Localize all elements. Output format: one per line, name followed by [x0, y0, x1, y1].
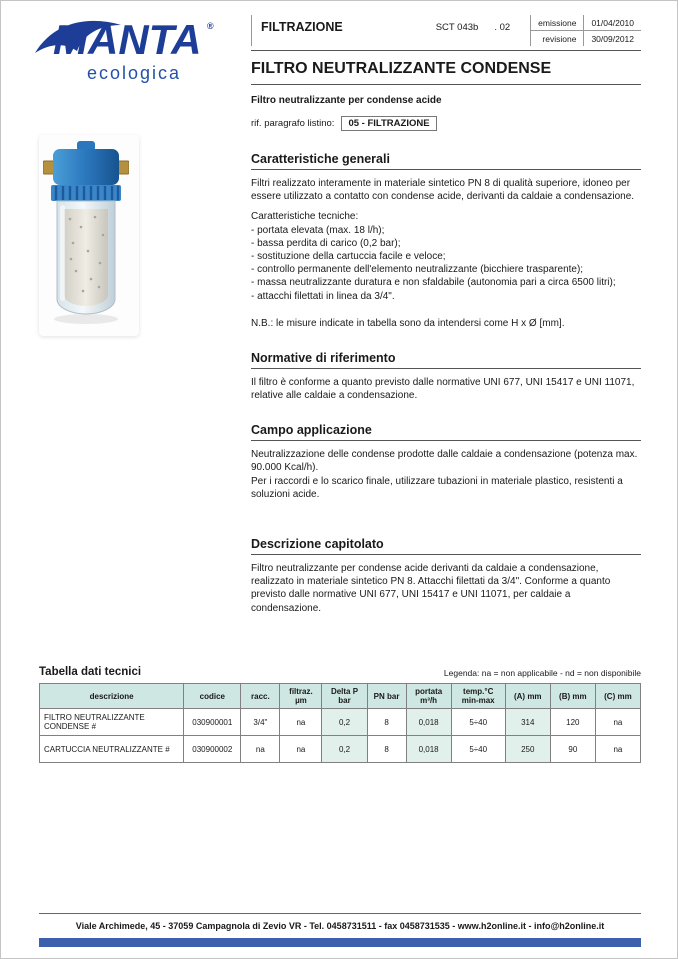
cell-codice: 030900001	[184, 709, 241, 736]
bullet-item: - massa neutralizzante duratura e non sfaldabile (autonomia pari a circa 6500 litri);	[251, 277, 616, 289]
doc-subtitle: Filtro neutralizzante per condense acide	[251, 95, 442, 106]
cell-racc: 3/4"	[241, 709, 280, 736]
table-header-row	[40, 684, 641, 709]
doc-code: SCT 043b	[435, 22, 479, 33]
doc-category: FILTRAZIONE	[251, 15, 436, 46]
doc-code-block	[436, 15, 510, 46]
normative-body: Il filtro è conforme a quanto previsto dalle normative UNI 677, UNI 15417 e UNI 11071, relative alle caldaie a condensazione.	[251, 376, 635, 402]
cell-codice: 030900002	[184, 736, 241, 763]
left-column	[39, 15, 251, 660]
table-title: Tabella dati tecnici	[39, 666, 142, 678]
listino-row	[251, 116, 641, 131]
cell-temp: 5÷40	[451, 709, 505, 736]
revisione-date: 30/09/2012	[583, 30, 641, 46]
section-heading-campo: Campo applicazione	[251, 423, 641, 441]
revisione-label: revisione	[531, 30, 583, 46]
table-row	[40, 736, 641, 763]
cell-pn: 8	[367, 709, 406, 736]
cell-temp: 5÷40	[451, 736, 505, 763]
cell-filtraz: na	[280, 736, 322, 763]
caratteristiche-intro: Filtri realizzato interamente in materiale sintetico PN 8 di qualità superiore, idoneo per essere utilizzato a contatto con condense acide, derivanti da caldaie a condensazione.	[251, 178, 635, 203]
caratteristiche-tech-label: Caratteristiche tecniche:	[251, 211, 359, 223]
product-photo	[39, 135, 139, 336]
measurement-note: N.B.: le misure indicate in tabella sono da intendersi come H x Ø [mm].	[251, 317, 565, 329]
col-header-c-mm: (C) mm	[595, 684, 640, 709]
caratteristiche-bullet-list	[251, 224, 641, 303]
bullet-item: - sostituzione della cartuccia facile e veloce;	[251, 250, 446, 262]
emissione-date: 01/04/2010	[583, 15, 641, 30]
bullet-item: - controllo permanente dell'elemento neutralizzante (bicchiere trasparente);	[251, 264, 584, 276]
cell-descrizione: CARTUCCIA NEUTRALIZZANTE #	[40, 736, 184, 763]
bullet-item: - attacchi filettati in linea da 3/4".	[251, 290, 395, 302]
section-heading-caratteristiche: Caratteristiche generali	[251, 152, 641, 170]
table-legend: Legenda: na = non applicabile - nd = non disponibile	[443, 668, 641, 678]
cell-portata: 0,018	[406, 736, 451, 763]
cell-filtraz: na	[280, 709, 322, 736]
cell-racc: na	[241, 736, 280, 763]
capitolato-body: Filtro neutralizzante per condense acide derivanti da caldaie a condensazione, realizzato in materiale sintetico PN 8. Attacchi filettati da 3/4". Conforme a quanto previsto dalle normative UNI 677, UNI 15417 e UNI 11071, per caldaie a condensazione.	[251, 563, 611, 614]
document-header	[251, 15, 641, 51]
cell-c-mm: na	[595, 709, 640, 736]
col-header-racc: racc.	[241, 684, 280, 709]
footer-accent-bar	[39, 938, 641, 947]
table-row	[40, 709, 641, 736]
page-title: FILTRO NEUTRALIZZANTE CONDENSE	[251, 60, 641, 85]
cell-b-mm: 90	[550, 736, 595, 763]
col-header-pn: PN bar	[367, 684, 406, 709]
cell-delta-p: 0,2	[322, 709, 367, 736]
campo-body-2: Per i raccordi e lo scarico finale, utilizzare tubazioni in materiale plastico, resistenti a soluzioni acide.	[251, 475, 623, 500]
technical-data-table	[39, 683, 641, 763]
cell-a-mm: 250	[505, 736, 550, 763]
cell-c-mm: na	[595, 736, 640, 763]
col-header-delta-p: Delta P bar	[322, 684, 367, 709]
cell-b-mm: 120	[550, 709, 595, 736]
bullet-item: - bassa perdita di carico (0,2 bar);	[251, 237, 401, 249]
doc-dates-block	[530, 15, 641, 46]
col-header-filtraz: filtraz. µm	[280, 684, 322, 709]
registered-trademark-icon: ®	[207, 21, 214, 31]
cell-portata: 0,018	[406, 709, 451, 736]
section-heading-capitolato: Descrizione capitolato	[251, 537, 641, 555]
campo-body-1: Neutralizzazione delle condense prodotte dalle caldaie a condensazione (potenza max. 90.000 Kcal/h).	[251, 449, 638, 474]
cell-pn: 8	[367, 736, 406, 763]
doc-code-revision: . 02	[494, 22, 511, 33]
col-header-codice: codice	[184, 684, 241, 709]
brand-logo	[39, 15, 249, 89]
cell-delta-p: 0,2	[322, 736, 367, 763]
footer-contact: Viale Archimede, 45 - 37059 Campagnola di Zevio VR - Tel. 0458731511 - fax 0458731535 - www.h2online.it - info@h2online.it	[39, 913, 641, 931]
section-heading-normative: Normative di riferimento	[251, 351, 641, 369]
col-header-descrizione: descrizione	[40, 684, 184, 709]
col-header-portata: portata m³/h	[406, 684, 451, 709]
brand-tagline: ecologica	[87, 63, 182, 83]
listino-value: 05 - FILTRAZIONE	[341, 116, 436, 131]
brand-name: MANTA	[53, 16, 202, 63]
listino-label: rif. paragrafo listino:	[251, 118, 335, 129]
condense-filter-illustration	[43, 139, 129, 327]
emissione-label: emissione	[538, 18, 577, 28]
main-column	[251, 15, 641, 660]
col-header-a-mm: (A) mm	[505, 684, 550, 709]
page-footer	[39, 913, 641, 947]
cell-a-mm: 314	[505, 709, 550, 736]
bullet-item: - portata elevata (max. 18 l/h);	[251, 224, 385, 236]
technical-data-section	[39, 666, 641, 763]
col-header-b-mm: (B) mm	[550, 684, 595, 709]
col-header-temp: temp.°C min-max	[451, 684, 505, 709]
cell-descrizione: FILTRO NEUTRALIZZANTE CONDENSE #	[40, 709, 184, 736]
